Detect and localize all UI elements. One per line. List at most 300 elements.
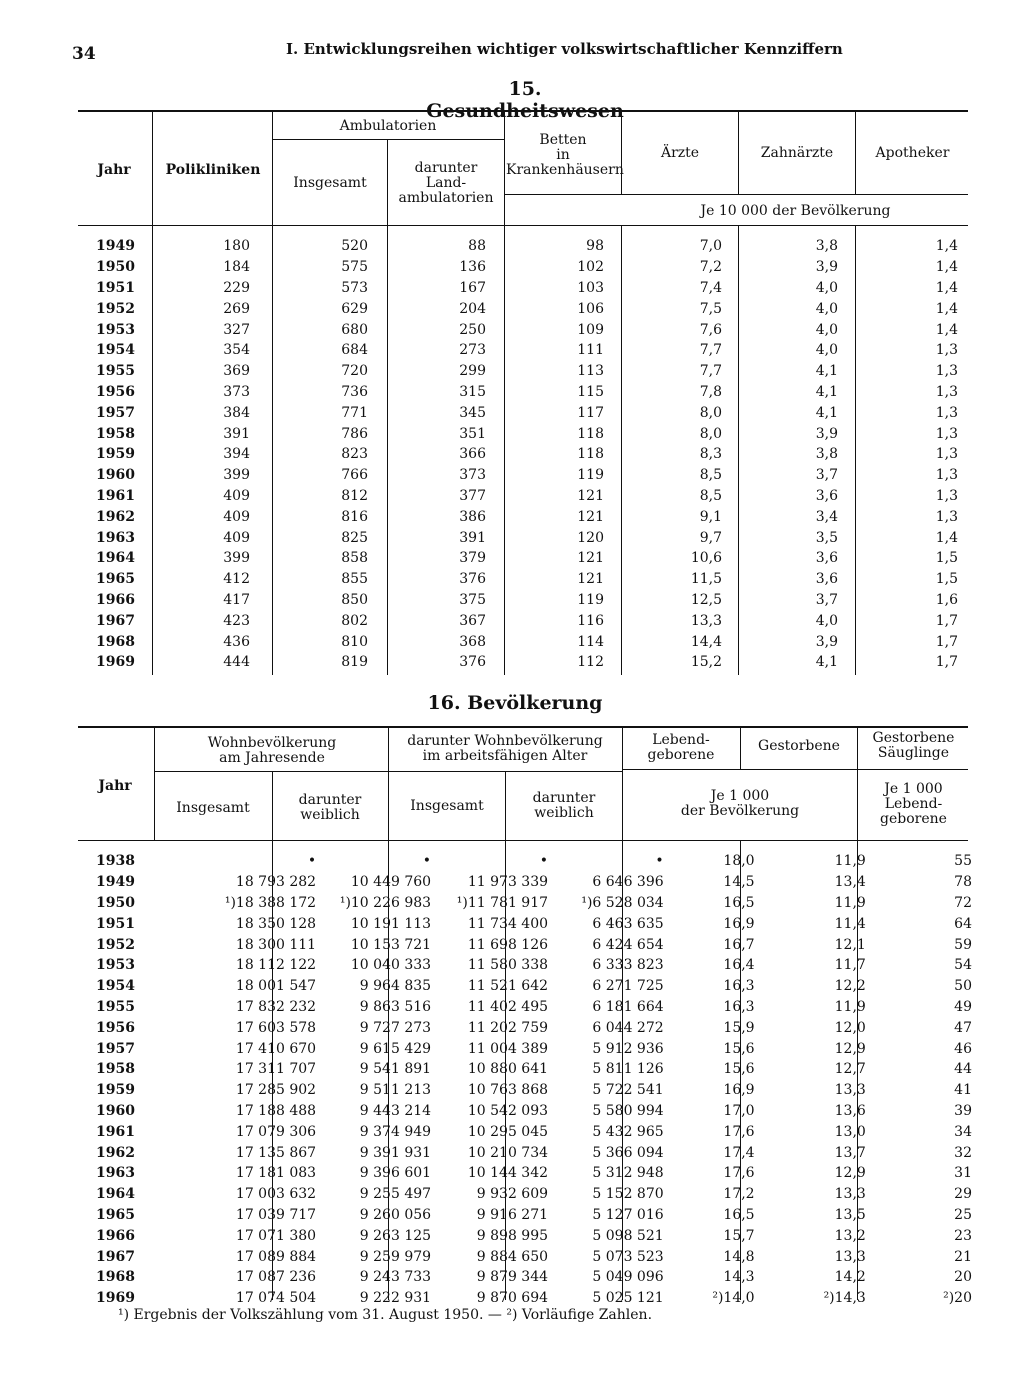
- value-cell: 9 443 214: [359, 1102, 432, 1119]
- year-cell: 1949: [96, 874, 135, 891]
- table-row: [96, 1225, 1024, 1246]
- table15-header-apotheker: Apotheker: [875, 145, 950, 161]
- value-cell: 17 071 380: [235, 1227, 317, 1244]
- table-row: [96, 652, 1002, 673]
- value-cell: 7,4: [699, 279, 722, 296]
- table16-header-bottom-rule: [78, 840, 968, 841]
- value-cell: 3,4: [815, 508, 838, 525]
- value-cell: 10 880 641: [467, 1061, 549, 1078]
- value-cell: 3,7: [815, 591, 838, 608]
- value-cell: 1,4: [935, 300, 958, 317]
- table15-ambulatorien-rule: [272, 139, 504, 140]
- table-row: [96, 851, 1024, 872]
- table16-header-jahr: Jahr: [98, 778, 132, 794]
- value-cell: 14,2: [834, 1269, 866, 1286]
- value-cell: 1,4: [935, 529, 958, 546]
- table-row: [96, 423, 1002, 444]
- value-cell: 12,7: [834, 1061, 866, 1078]
- value-cell: 3,8: [815, 446, 838, 463]
- value-cell: 9 879 344: [476, 1269, 549, 1286]
- table-row: [96, 548, 1002, 569]
- year-cell: 1956: [96, 383, 135, 400]
- value-cell: 9 259 979: [359, 1248, 432, 1265]
- year-cell: 1963: [96, 1165, 135, 1182]
- value-cell: 44: [954, 1061, 972, 1078]
- value-cell: 12,2: [834, 978, 866, 995]
- value-cell: 114: [577, 633, 604, 650]
- value-cell: 10,6: [690, 550, 722, 567]
- table-row: [96, 955, 1024, 976]
- value-cell: 17,4: [723, 1144, 755, 1161]
- value-cell: 4,1: [815, 383, 838, 400]
- value-cell: 7,7: [699, 342, 722, 359]
- value-cell: 3,6: [815, 550, 838, 567]
- value-cell: ²)20: [943, 1290, 972, 1307]
- value-cell: 15,9: [723, 1019, 755, 1036]
- value-cell: 111: [577, 342, 604, 359]
- value-cell: 16,9: [723, 1082, 755, 1099]
- value-cell: 399: [223, 550, 250, 567]
- value-cell: 11 402 495: [467, 998, 549, 1015]
- table15-header-polikliniken: Polikliniken: [165, 162, 261, 178]
- value-cell: 118: [577, 446, 604, 463]
- value-cell: 167: [459, 279, 486, 296]
- value-cell: 1,3: [935, 383, 958, 400]
- value-cell: 273: [459, 342, 486, 359]
- year-cell: 1965: [96, 571, 135, 588]
- value-cell: 112: [577, 654, 604, 671]
- value-cell: 13,7: [834, 1144, 866, 1161]
- value-cell: 379: [459, 550, 486, 567]
- value-cell: 16,3: [723, 978, 755, 995]
- table15-header-bottom-rule: [78, 225, 968, 226]
- value-cell: 11 004 389: [467, 1040, 549, 1057]
- table16-header-je1000bev: Je 1 000 der Bevölkerung: [680, 788, 800, 819]
- value-cell: 115: [577, 383, 604, 400]
- value-cell: 1,6: [935, 591, 958, 608]
- value-cell: 10 295 045: [467, 1123, 549, 1140]
- value-cell: 5 811 126: [592, 1061, 664, 1078]
- year-cell: 1960: [96, 1102, 135, 1119]
- table-row: [96, 1163, 1024, 1184]
- value-cell: 736: [341, 383, 368, 400]
- year-cell: 1962: [96, 508, 135, 525]
- table-row: [96, 1246, 1024, 1267]
- year-cell: 1957: [96, 404, 135, 421]
- table-row: [96, 1038, 1024, 1059]
- value-cell: 1,4: [935, 321, 958, 338]
- value-cell: 369: [223, 363, 250, 380]
- value-cell: 1,4: [935, 238, 958, 255]
- value-cell: 5 366 094: [592, 1144, 664, 1161]
- value-cell: 575: [341, 259, 368, 276]
- value-cell: 720: [341, 363, 368, 380]
- value-cell: 376: [459, 654, 486, 671]
- value-cell: 6 646 396: [592, 874, 664, 891]
- value-cell: 25: [954, 1206, 972, 1223]
- table-row: [96, 1184, 1024, 1205]
- value-cell: ¹)11 781 917: [456, 894, 549, 911]
- value-cell: 9 222 931: [359, 1290, 432, 1307]
- value-cell: ¹)18 388 172: [224, 894, 317, 911]
- value-cell: 4,0: [815, 342, 838, 359]
- value-cell: 345: [459, 404, 486, 421]
- value-cell: 3,5: [815, 529, 838, 546]
- table-row: [96, 444, 1002, 465]
- table-row: [96, 1017, 1024, 1038]
- year-cell: 1951: [96, 279, 135, 296]
- year-cell: 1950: [96, 259, 135, 276]
- value-cell: 11 698 126: [467, 936, 549, 953]
- value-cell: 12,9: [834, 1040, 866, 1057]
- table16-header-saeuglinge: Gestorbene Säuglinge: [872, 730, 955, 761]
- value-cell: 102: [577, 259, 604, 276]
- value-cell: 9 511 213: [359, 1082, 432, 1099]
- year-cell: 1938: [96, 853, 135, 870]
- table-row: [96, 1121, 1024, 1142]
- value-cell: ²)14,3: [823, 1290, 866, 1307]
- table-row: [96, 1059, 1024, 1080]
- value-cell: 823: [341, 446, 368, 463]
- value-cell: 7,2: [699, 259, 722, 276]
- value-cell: 573: [341, 279, 368, 296]
- value-cell: 409: [223, 508, 250, 525]
- value-cell: 11 973 339: [467, 874, 549, 891]
- year-cell: 1953: [96, 321, 135, 338]
- value-cell: 786: [341, 425, 368, 442]
- value-cell: 11 580 338: [467, 957, 549, 974]
- value-cell: 766: [341, 467, 368, 484]
- value-cell: 8,3: [699, 446, 722, 463]
- value-cell: 121: [577, 571, 604, 588]
- value-cell: 5 312 948: [592, 1165, 664, 1182]
- value-cell: 9 863 516: [359, 998, 432, 1015]
- value-cell: 18,0: [723, 853, 755, 870]
- value-cell: 17,0: [723, 1102, 755, 1119]
- value-cell: 9 615 429: [359, 1040, 432, 1057]
- value-cell: 412: [223, 571, 250, 588]
- value-cell: 14,4: [690, 633, 722, 650]
- value-cell: 11,9: [834, 894, 866, 911]
- value-cell: 3,9: [815, 425, 838, 442]
- value-cell: 327: [223, 321, 250, 338]
- value-cell: 1,3: [935, 425, 958, 442]
- value-cell: 3,9: [815, 633, 838, 650]
- value-cell: 9 932 609: [476, 1186, 549, 1203]
- value-cell: 819: [341, 654, 368, 671]
- value-cell: 269: [223, 300, 250, 317]
- table16-header-arbeit: darunter Wohnbevölkerung im arbeitsfähigen Alter: [407, 733, 603, 764]
- value-cell: •: [307, 853, 317, 870]
- value-cell: 377: [459, 487, 486, 504]
- value-cell: 858: [341, 550, 368, 567]
- table-row: [96, 1142, 1024, 1163]
- value-cell: 31: [954, 1165, 972, 1182]
- value-cell: 23: [954, 1227, 972, 1244]
- table15-header-land: darunter Land- ambulatorien: [398, 160, 494, 206]
- value-cell: 9 391 931: [359, 1144, 432, 1161]
- year-cell: 1967: [96, 612, 135, 629]
- year-cell: 1957: [96, 1040, 135, 1057]
- value-cell: 812: [341, 487, 368, 504]
- value-cell: 1,3: [935, 404, 958, 421]
- table-row: [96, 610, 1002, 631]
- table16-header-insgesamt-2: Insgesamt: [410, 798, 484, 814]
- value-cell: 12,1: [834, 936, 866, 953]
- value-cell: 1,3: [935, 342, 958, 359]
- year-cell: 1969: [96, 1290, 135, 1307]
- table-row: [96, 590, 1002, 611]
- table-row: [96, 976, 1024, 997]
- table15-header-aerzte: Ärzte: [660, 145, 700, 161]
- value-cell: 109: [577, 321, 604, 338]
- value-cell: 113: [577, 363, 604, 380]
- value-cell: 1,3: [935, 446, 958, 463]
- value-cell: 684: [341, 342, 368, 359]
- value-cell: 17 089 884: [235, 1248, 317, 1265]
- year-cell: 1961: [96, 487, 135, 504]
- value-cell: 17 079 306: [235, 1123, 317, 1140]
- value-cell: 386: [459, 508, 486, 525]
- value-cell: 6 333 823: [592, 957, 664, 974]
- value-cell: 4,1: [815, 654, 838, 671]
- year-cell: 1964: [96, 550, 135, 567]
- value-cell: 250: [459, 321, 486, 338]
- value-cell: 16,3: [723, 998, 755, 1015]
- table-row: [96, 893, 1024, 914]
- value-cell: 6 044 272: [592, 1019, 664, 1036]
- value-cell: 17 181 083: [235, 1165, 317, 1182]
- value-cell: 17 003 632: [235, 1186, 317, 1203]
- year-cell: 1961: [96, 1123, 135, 1140]
- value-cell: 16,5: [723, 1206, 755, 1223]
- value-cell: 15,6: [723, 1061, 755, 1078]
- value-cell: 17,2: [723, 1186, 755, 1203]
- value-cell: 5 073 523: [592, 1248, 664, 1265]
- year-cell: 1960: [96, 467, 135, 484]
- value-cell: 9 727 273: [359, 1019, 432, 1036]
- value-cell: 825: [341, 529, 368, 546]
- value-cell: 16,7: [723, 936, 755, 953]
- table16-right-rule: [622, 769, 968, 770]
- table15-header-jahr: Jahr: [97, 162, 131, 178]
- table16-header-gestorbene: Gestorbene: [758, 738, 840, 754]
- value-cell: 18 112 122: [235, 957, 317, 974]
- value-cell: 9 260 056: [359, 1206, 432, 1223]
- table-row: [96, 1267, 1024, 1288]
- value-cell: 10 153 721: [350, 936, 432, 953]
- value-cell: 32: [954, 1144, 972, 1161]
- table15-body: [96, 236, 1002, 673]
- value-cell: 13,3: [834, 1186, 866, 1203]
- value-cell: 98: [586, 238, 604, 255]
- value-cell: 6 424 654: [592, 936, 664, 953]
- value-cell: •: [655, 853, 664, 870]
- value-cell: 8,5: [699, 467, 722, 484]
- value-cell: 9,7: [699, 529, 722, 546]
- table15-col-divider: [738, 111, 739, 195]
- value-cell: 12,5: [690, 591, 722, 608]
- value-cell: 10 144 342: [467, 1165, 549, 1182]
- value-cell: 5 912 936: [592, 1040, 664, 1057]
- table-row: [96, 402, 1002, 423]
- value-cell: 1,5: [935, 571, 958, 588]
- value-cell: 4,0: [815, 612, 838, 629]
- value-cell: 59: [954, 936, 972, 953]
- value-cell: 9 255 497: [359, 1186, 432, 1203]
- value-cell: 15,6: [723, 1040, 755, 1057]
- table-row: [96, 1205, 1024, 1226]
- value-cell: 1,3: [935, 487, 958, 504]
- value-cell: 417: [223, 591, 250, 608]
- table15-header-betten: Betten in Krankenhäusern: [506, 132, 624, 178]
- table-row: [96, 872, 1024, 893]
- value-cell: 13,0: [834, 1123, 866, 1140]
- value-cell: 9 870 694: [476, 1290, 549, 1307]
- value-cell: 1,3: [935, 467, 958, 484]
- table-row: [96, 569, 1002, 590]
- value-cell: 315: [459, 383, 486, 400]
- value-cell: 8,5: [699, 487, 722, 504]
- value-cell: 4,1: [815, 363, 838, 380]
- value-cell: 119: [577, 591, 604, 608]
- value-cell: 13,4: [834, 874, 866, 891]
- running-head: I. Entwicklungsreihen wichtiger volkswirtschaftlicher Kennziffern: [286, 40, 843, 58]
- table16-top-rule: [78, 726, 968, 728]
- table-row: [96, 631, 1002, 652]
- value-cell: 520: [341, 238, 368, 255]
- table16-header-lebend: Lebend- geborene: [647, 732, 715, 763]
- value-cell: 118: [577, 425, 604, 442]
- value-cell: 351: [459, 425, 486, 442]
- table-row: [96, 997, 1024, 1018]
- value-cell: 6 463 635: [592, 915, 664, 932]
- year-cell: 1955: [96, 998, 135, 1015]
- value-cell: 7,6: [699, 321, 722, 338]
- table15-title: 15. Gesundheitswesen: [426, 78, 624, 122]
- value-cell: 9,1: [699, 508, 722, 525]
- value-cell: 12,0: [834, 1019, 866, 1036]
- value-cell: 9 898 995: [476, 1227, 549, 1244]
- value-cell: 18 300 111: [235, 936, 317, 953]
- table16-body: [96, 851, 1024, 1309]
- value-cell: ¹)6 528 034: [581, 894, 664, 911]
- value-cell: 9 884 650: [476, 1248, 549, 1265]
- value-cell: 391: [459, 529, 486, 546]
- value-cell: 72: [954, 894, 972, 911]
- value-cell: 4,0: [815, 321, 838, 338]
- table16-col-divider: [740, 727, 741, 769]
- year-cell: 1949: [96, 238, 135, 255]
- year-cell: 1954: [96, 978, 135, 995]
- year-cell: 1958: [96, 1061, 135, 1078]
- value-cell: 3,7: [815, 467, 838, 484]
- value-cell: 5 152 870: [592, 1186, 664, 1203]
- value-cell: 4,0: [815, 300, 838, 317]
- value-cell: 391: [223, 425, 250, 442]
- value-cell: 13,3: [834, 1248, 866, 1265]
- table15-header-zahnaerzte: Zahnärzte: [760, 145, 834, 161]
- value-cell: 9 396 601: [359, 1165, 432, 1182]
- value-cell: 1,3: [935, 363, 958, 380]
- year-cell: 1967: [96, 1248, 135, 1265]
- table-row: [96, 486, 1002, 507]
- value-cell: 47: [954, 1019, 972, 1036]
- value-cell: 409: [223, 487, 250, 504]
- value-cell: 17,6: [723, 1123, 755, 1140]
- value-cell: 9 374 949: [359, 1123, 432, 1140]
- value-cell: 11 521 642: [467, 978, 549, 995]
- value-cell: 3,6: [815, 571, 838, 588]
- value-cell: 10 449 760: [350, 874, 432, 891]
- value-cell: 16,4: [723, 957, 755, 974]
- value-cell: 14,8: [723, 1248, 755, 1265]
- table15-header-ambulatorien: Ambulatorien: [339, 118, 437, 134]
- value-cell: 106: [577, 300, 604, 317]
- value-cell: 64: [954, 915, 972, 932]
- value-cell: 9 263 125: [359, 1227, 432, 1244]
- table-row: [96, 257, 1002, 278]
- year-cell: 1965: [96, 1206, 135, 1223]
- value-cell: 629: [341, 300, 368, 317]
- value-cell: 7,5: [699, 300, 722, 317]
- value-cell: 136: [459, 259, 486, 276]
- value-cell: 373: [459, 467, 486, 484]
- table-row: [96, 913, 1024, 934]
- value-cell: 1,5: [935, 550, 958, 567]
- value-cell: 680: [341, 321, 368, 338]
- value-cell: 21: [954, 1248, 972, 1265]
- value-cell: 5 127 016: [592, 1206, 664, 1223]
- value-cell: 7,0: [699, 238, 722, 255]
- value-cell: 1,4: [935, 279, 958, 296]
- value-cell: 366: [459, 446, 486, 463]
- value-cell: 29: [954, 1186, 972, 1203]
- value-cell: 54: [954, 957, 972, 974]
- value-cell: 6 271 725: [592, 978, 664, 995]
- table15-col-divider: [621, 111, 622, 195]
- table-row: [96, 298, 1002, 319]
- value-cell: 3,6: [815, 487, 838, 504]
- page-number: 34: [72, 44, 96, 64]
- value-cell: 120: [577, 529, 604, 546]
- table-row: [96, 278, 1002, 299]
- value-cell: 10 210 734: [467, 1144, 549, 1161]
- value-cell: 39: [954, 1102, 972, 1119]
- value-cell: 375: [459, 591, 486, 608]
- value-cell: 394: [223, 446, 250, 463]
- table-row: [96, 1288, 1024, 1309]
- value-cell: 436: [223, 633, 250, 650]
- value-cell: 1,7: [935, 612, 958, 629]
- year-cell: 1968: [96, 633, 135, 650]
- value-cell: 17 285 902: [235, 1082, 317, 1099]
- value-cell: 9 541 891: [359, 1061, 432, 1078]
- value-cell: ¹)10 226 983: [339, 894, 432, 911]
- value-cell: •: [539, 853, 549, 870]
- value-cell: 10 040 333: [350, 957, 432, 974]
- value-cell: 11 202 759: [467, 1019, 549, 1036]
- value-cell: 13,5: [834, 1206, 866, 1223]
- value-cell: 14,5: [723, 874, 755, 891]
- value-cell: 1,3: [935, 508, 958, 525]
- table-row: [96, 382, 1002, 403]
- value-cell: 4,0: [815, 279, 838, 296]
- table16-header-wohn: Wohnbevölkerung am Jahresende: [207, 735, 337, 766]
- value-cell: 55: [954, 853, 972, 870]
- value-cell: 50: [954, 978, 972, 995]
- value-cell: 771: [341, 404, 368, 421]
